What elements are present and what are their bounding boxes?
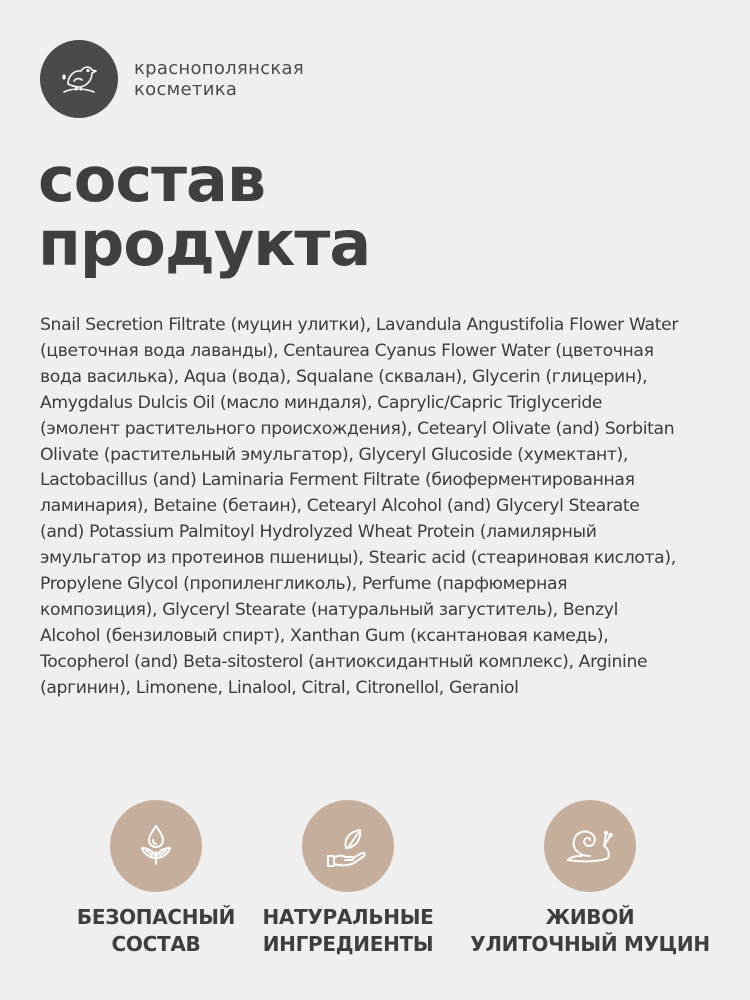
- feature-icon-circle: [544, 800, 636, 892]
- feature-live-snail-mucin: [470, 800, 710, 958]
- feature-natural-ingredients: [228, 800, 468, 958]
- brand-name-line2: косметика: [134, 79, 238, 100]
- page-title-line1: состав: [38, 143, 266, 216]
- hand-leaf-icon: [320, 818, 376, 874]
- drop-leaves-icon: [128, 818, 184, 874]
- feature-icon-circle: [302, 800, 394, 892]
- brand-name-line1: краснополянская: [134, 58, 305, 79]
- feature-label-line2: ИНГРЕДИЕНТЫ: [262, 932, 434, 956]
- feature-label: [470, 904, 710, 958]
- brand-name: [134, 58, 304, 100]
- feature-label-line1: БЕЗОПАСНЫЙ: [76, 905, 236, 929]
- feature-label-line2: СОСТАВ: [111, 932, 201, 956]
- page-title-line2: продукта: [38, 207, 371, 280]
- brand-header: [40, 40, 304, 118]
- page-title: [38, 143, 371, 280]
- snail-icon: [560, 818, 620, 874]
- feature-icon-circle: [110, 800, 202, 892]
- feature-label-line2: УЛИТОЧНЫЙ МУЦИН: [470, 932, 710, 956]
- feature-label: [228, 904, 468, 958]
- bird-icon: [54, 54, 104, 104]
- feature-label-line1: ЖИВОЙ: [545, 905, 635, 929]
- ingredients-list: Snail Secretion Filtrate (муцин улитки), Lavandula Angustifolia Flower Water (цветочная вода лаванды), Centaurea Cyanus Flower Water (цветочная вода василька), Aqua (вода), Squalane (сквалан), Glycerin (глицерин), Amygdalus Dulcis Oil (масло миндаля), Caprylic/Capric Triglyceride (эмолент растительного происхождения), Cetearyl Olivate (and) Sorbitan Olivate (растительный эмульгатор), Glyceryl Glucoside (хумектант), Lactobacillus (and) Laminaria Ferment Filtrate (биоферментированная ламинария), Betaine (бетаин), Cetearyl Alcohol (and) Glyceryl Stearate (and) Potassium Palmitoyl Hydrolyzed Wheat Protein (ламилярный эмульгатор из протеинов пшеницы), Stearic acid (стеариновая кислота), Propylene Glycol (пропиленгликоль), Perfume (парфюмерная композиция), Glyceryl Stearate (натуральный загуститель), Benzyl Alcohol (бензиловый спирт), Xanthan Gum (ксантановая камедь), Tocopherol (and) Beta-sitosterol (антиоксидантный комплекс), Arginine (аргинин), Limonene, Linalool, Citral, Citronellol, Geraniol: [40, 315, 679, 698]
- brand-logo: [40, 40, 118, 118]
- feature-label-line1: НАТУРАЛЬНЫЕ: [262, 905, 434, 929]
